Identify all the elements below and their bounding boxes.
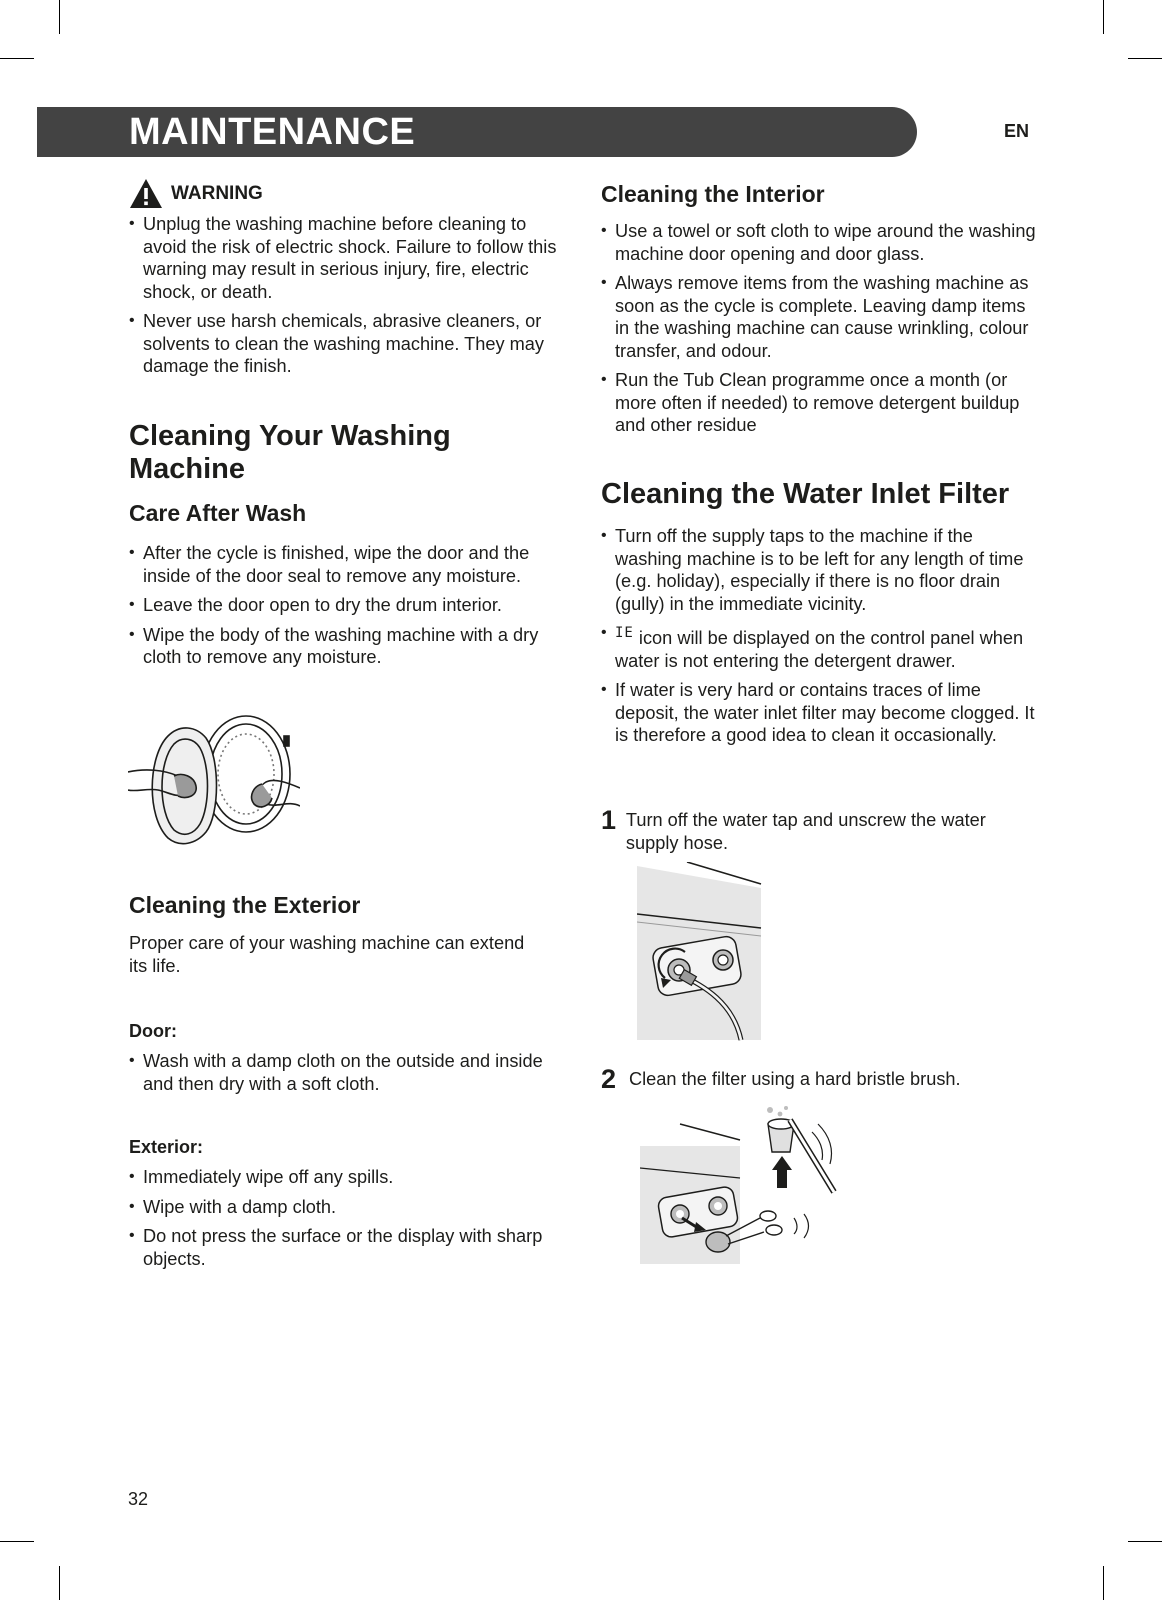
- ie-icon-text: icon will be displayed on the control panel when water is not entering the detergent drawer.: [615, 628, 1024, 671]
- exterior-intro: Proper care of your washing machine can extend its life.: [129, 933, 525, 976]
- list-item: • After the cycle is finished, wipe the door and the inside of the door seal to remove any moisture.: [129, 542, 559, 587]
- crop-mark: [59, 1566, 60, 1600]
- list-item: • Never use harsh chemicals, abrasive cleaners, or solvents to clean the washing machine. They may damage the finish.: [129, 310, 561, 378]
- warning-list: [129, 213, 561, 385]
- crop-mark: [59, 0, 60, 34]
- care-after-wash-list: [129, 542, 559, 676]
- step-2: [601, 1064, 1041, 1094]
- warning-icon: [129, 178, 163, 209]
- warning-heading: [129, 178, 263, 209]
- crop-mark: [0, 1541, 34, 1542]
- list-item: • Unplug the washing machine before cleaning to avoid the risk of electric shock. Failure to follow this warning may result in serious injury, fire, electric shock, or death.: [129, 213, 561, 303]
- section-title-interior: Cleaning the Interior: [601, 181, 825, 207]
- list-item: • Always remove items from the washing machine as soon as the cycle is complete. Leaving damp items in the washing machine can cause wrinkling, colour transfer, and odour.: [601, 272, 1041, 362]
- page-title: MAINTENANCE: [129, 111, 416, 153]
- list-item: • Turn off the supply taps to the machine if the washing machine is to be left for any length of time (e.g. holiday), especially if there is no floor drain (gully) in the immediate vicinity.: [601, 525, 1041, 615]
- crop-mark: [1128, 1541, 1162, 1542]
- list-item: • If water is very hard or contains traces of lime deposit, the water inlet filter may become clogged. It is therefore a good idea to clean it occasionally.: [601, 679, 1041, 747]
- section-title-exterior: Cleaning the Exterior: [129, 892, 361, 918]
- list-item: • Immediately wipe off any spills.: [129, 1166, 549, 1189]
- crop-mark: [1103, 0, 1104, 34]
- step-text: Turn off the water tap and unscrew the water supply hose.: [625, 810, 986, 853]
- language-code: EN: [1004, 121, 1030, 141]
- interior-list: [601, 220, 1041, 444]
- inlet-filter-list: [601, 525, 1041, 754]
- door-wiping-illustration: [128, 706, 300, 850]
- step-1: [601, 805, 1041, 854]
- list-item: • Use a towel or soft cloth to wipe around the washing machine door opening and door glass.: [601, 220, 1041, 265]
- door-label: Door:: [129, 1021, 177, 1041]
- step-text: Clean the filter using a hard bristle brush.: [629, 1069, 961, 1089]
- exterior-list: [129, 1166, 549, 1277]
- list-item: • Wipe with a damp cloth.: [129, 1196, 549, 1219]
- crop-mark: [1128, 58, 1162, 59]
- filter-brush-illustration: [640, 1106, 856, 1266]
- step-number: 2: [601, 1064, 617, 1094]
- list-item: • Wash with a damp cloth on the outside and inside and then dry with a soft cloth.: [129, 1050, 549, 1095]
- step-number: 1: [601, 805, 617, 835]
- exterior-label: Exterior:: [129, 1137, 204, 1157]
- ie-error-icon: IE: [615, 625, 634, 641]
- list-item: [601, 622, 1041, 672]
- list-item: • Do not press the surface or the display with sharp objects.: [129, 1225, 549, 1270]
- list-item: • Run the Tub Clean programme once a month (or more often if needed) to remove detergent buildup and other residue: [601, 369, 1041, 437]
- crop-mark: [0, 58, 34, 59]
- section-title-inlet-filter: Cleaning the Water Inlet Filter: [601, 478, 1010, 510]
- door-list: [129, 1050, 549, 1102]
- page-number: 32: [128, 1489, 149, 1509]
- crop-mark: [1103, 1566, 1104, 1600]
- warning-label: WARNING: [171, 182, 263, 204]
- subsection-title-care-after-wash: Care After Wash: [129, 500, 307, 526]
- list-item: • Wipe the body of the washing machine with a dry cloth to remove any moisture.: [129, 624, 559, 669]
- hose-unscrew-illustration: [637, 862, 767, 1044]
- section-title-cleaning-machine: Cleaning Your Washing Machine: [129, 420, 451, 485]
- list-item: • Leave the door open to dry the drum interior.: [129, 594, 559, 617]
